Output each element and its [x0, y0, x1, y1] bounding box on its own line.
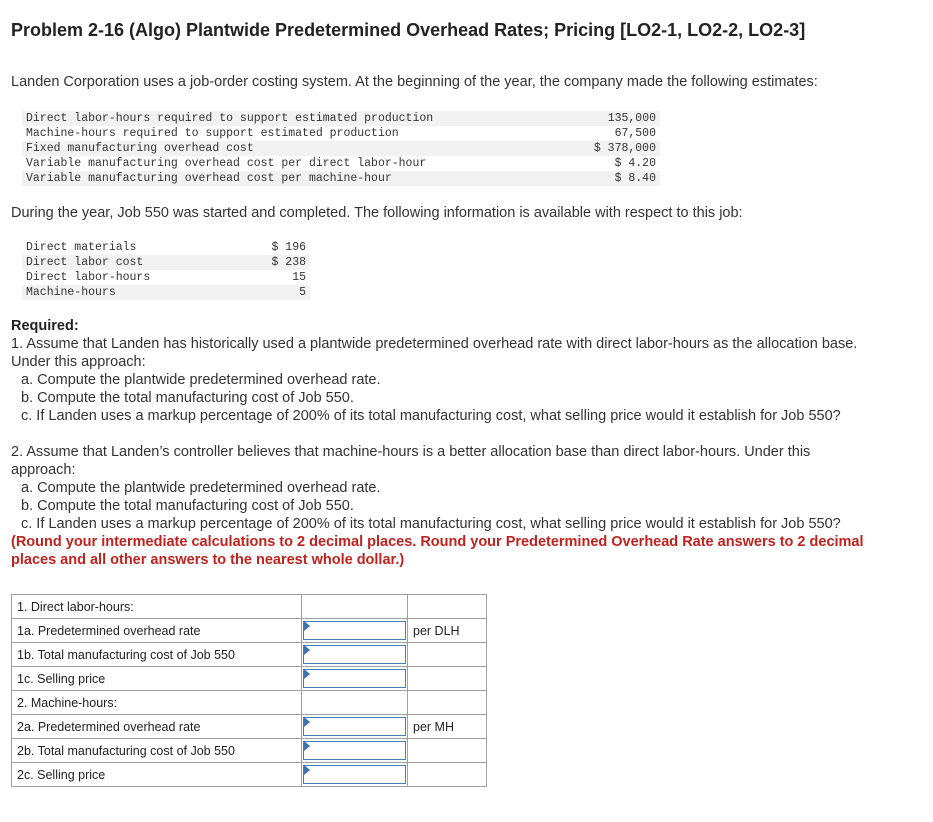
estimate-value: 67,500: [568, 126, 660, 141]
answer-input-2a[interactable]: [303, 717, 406, 736]
estimate-value: $ 8.40: [568, 171, 660, 186]
table-row: [22, 156, 660, 171]
rounding-note-cont: places and all other answers to the nearest whole dollar.): [11, 552, 405, 568]
input-marker-icon: [304, 741, 310, 751]
input-marker-icon: [304, 765, 310, 775]
table-row: [12, 715, 487, 739]
answer-label-2c: 2c. Selling price: [12, 763, 302, 787]
question-1c: c. If Landen uses a markup percentage of 200% of its total manufacturing cost, what selling price would it establish for Job 550?: [21, 408, 841, 424]
table-row: [12, 691, 487, 715]
table-row: [22, 285, 310, 300]
estimate-label: Machine-hours required to support estimated production: [22, 126, 568, 141]
table-row: [22, 111, 660, 126]
job-intro-text: During the year, Job 550 was started and completed. The following information is available with respect to this job:: [11, 205, 743, 221]
job-table: [22, 240, 310, 300]
table-row: [12, 643, 487, 667]
input-marker-icon: [304, 621, 310, 631]
job-value: 5: [240, 285, 310, 300]
table-row: [22, 240, 310, 255]
answer-label-2b: 2b. Total manufacturing cost of Job 550: [12, 739, 302, 763]
question-1-text-cont: Under this approach:: [11, 354, 146, 370]
answer-input-1c[interactable]: [303, 669, 406, 688]
input-marker-icon: [304, 669, 310, 679]
answer-input-1a[interactable]: [303, 621, 406, 640]
intro-text: Landen Corporation uses a job-order costing system. At the beginning of the year, the company made the following estimates:: [11, 74, 818, 90]
answer-label-2a: 2a. Predetermined overhead rate: [12, 715, 302, 739]
table-row: [22, 270, 310, 285]
question-1a: a. Compute the plantwide predetermined overhead rate.: [21, 372, 381, 388]
table-row: [12, 595, 487, 619]
job-value: $ 196: [240, 240, 310, 255]
question-2-text-cont: approach:: [11, 462, 76, 478]
unit-label-dlh: per DLH: [408, 619, 487, 643]
job-label: Machine-hours: [22, 285, 240, 300]
answer-input-1b[interactable]: [303, 645, 406, 664]
table-row: [22, 255, 310, 270]
unit-label-mh: per MH: [408, 715, 487, 739]
required-section: [11, 317, 864, 569]
answer-label-1b: 1b. Total manufacturing cost of Job 550: [12, 643, 302, 667]
question-2c: c. If Landen uses a markup percentage of 200% of its total manufacturing cost, what selling price would it establish for Job 550?: [21, 516, 841, 532]
job-label: Direct labor-hours: [22, 270, 240, 285]
table-row: [12, 667, 487, 691]
estimate-label: Fixed manufacturing overhead cost: [22, 141, 568, 156]
job-label: Direct labor cost: [22, 255, 240, 270]
estimate-value: $ 378,000: [568, 141, 660, 156]
question-2b: b. Compute the total manufacturing cost of Job 550.: [21, 498, 354, 514]
estimate-value: $ 4.20: [568, 156, 660, 171]
answer-label-1c: 1c. Selling price: [12, 667, 302, 691]
question-1-text: 1. Assume that Landen has historically used a plantwide predetermined overhead rate with direct labor-hours as the allocation base.: [11, 336, 858, 352]
table-row: [12, 619, 487, 643]
table-row: [22, 141, 660, 156]
table-row: [12, 739, 487, 763]
answer-input-2b[interactable]: [303, 741, 406, 760]
table-row: [22, 126, 660, 141]
dlh-section-header: 1. Direct labor-hours:: [12, 595, 302, 619]
input-marker-icon: [304, 717, 310, 727]
answer-input-2c[interactable]: [303, 765, 406, 784]
job-label: Direct materials: [22, 240, 240, 255]
mh-section-header: 2. Machine-hours:: [12, 691, 302, 715]
question-2-text: 2. Assume that Landen’s controller believes that machine-hours is a better allocation base than direct labor-hours. Under this: [11, 444, 811, 460]
problem-title: Problem 2-16 (Algo) Plantwide Predetermined Overhead Rates; Pricing [LO2-1, LO2-2, LO2-3]: [11, 20, 806, 40]
job-value: $ 238: [240, 255, 310, 270]
table-row: [12, 763, 487, 787]
estimate-label: Variable manufacturing overhead cost per machine-hour: [22, 171, 568, 186]
estimate-label: Variable manufacturing overhead cost per direct labor-hour: [22, 156, 568, 171]
question-2a: a. Compute the plantwide predetermined overhead rate.: [21, 480, 381, 496]
estimate-label: Direct labor-hours required to support estimated production: [22, 111, 568, 126]
required-heading: Required:: [11, 318, 79, 334]
input-marker-icon: [304, 645, 310, 655]
question-1b: b. Compute the total manufacturing cost of Job 550.: [21, 390, 354, 406]
table-row: [22, 171, 660, 186]
answer-table: [11, 594, 487, 787]
rounding-note: (Round your intermediate calculations to 2 decimal places. Round your Predetermined Overhead Rate answers to 2 decimal: [11, 534, 864, 550]
job-value: 15: [240, 270, 310, 285]
estimates-table: [22, 111, 660, 186]
answer-label-1a: 1a. Predetermined overhead rate: [12, 619, 302, 643]
estimate-value: 135,000: [568, 111, 660, 126]
